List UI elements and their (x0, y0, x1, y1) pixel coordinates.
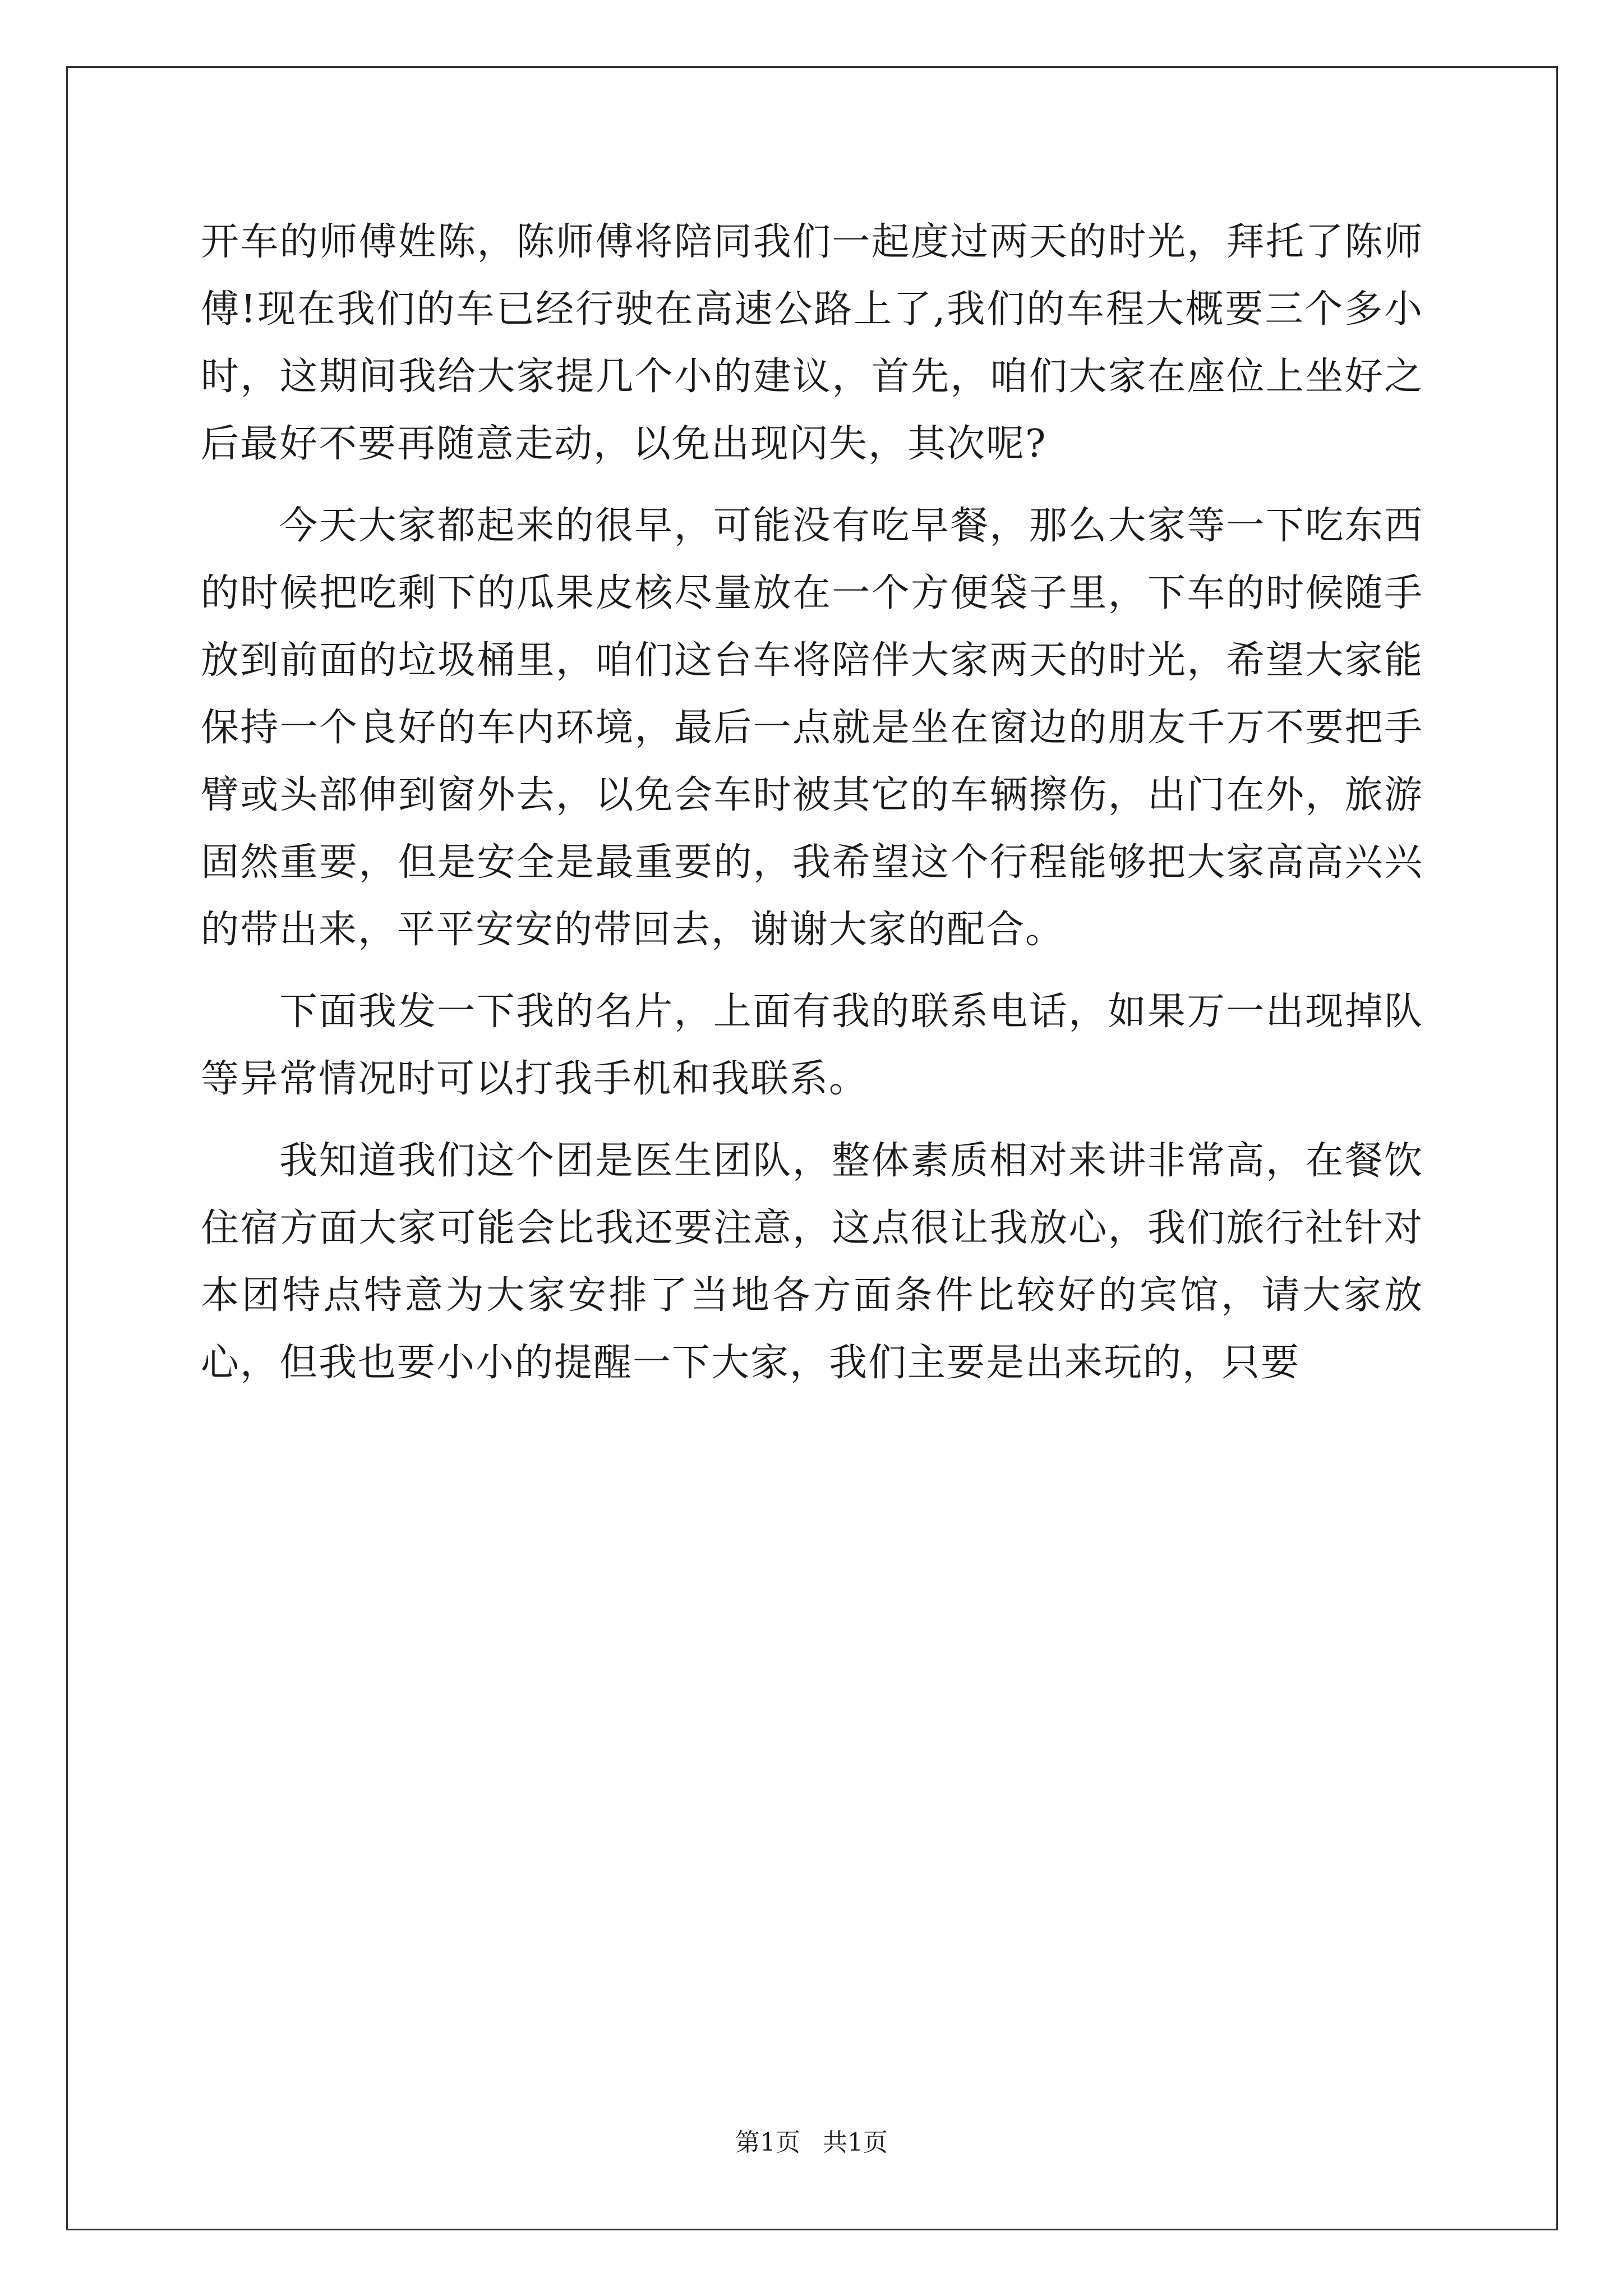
paragraph-1: 开车的师傅姓陈，陈师傅将陪同我们一起度过两天的时光，拜托了陈师傅!现在我们的车已经行驶在高速公路上了,我们的车程大概要三个多小时，这期间我给大家提几个小的建议，首先，咱们大家在座位上坐好之后最好不要再随意走动，以免出现闪失，其次呢? (201, 220, 1423, 466)
document-body (201, 209, 1423, 1411)
page-number: 第1页 (735, 2128, 800, 2157)
paragraph-2: 今天大家都起来的很早，可能没有吃早餐，那么大家等一下吃东西的时候把吃剩下的瓜果皮核尽量放在一个方便袋子里，下车的时候随手放到前面的垃圾桶里，咱们这台车将陪伴大家两天的时光，希望大家能保持一个良好的车内环境，最后一点就是坐在窗边的朋友千万不要把手臂或头部伸到窗外去，以免会车时被其它的车辆擦伤，出门在外，旅游固然重要，但是安全是最重要的，我希望这个行程能够把大家高高兴兴的带出来，平平安安的带回去，谢谢大家的配合。 (201, 504, 1423, 952)
page-total: 共1页 (823, 2128, 888, 2157)
paragraph-3: 下面我发一下我的名片，上面有我的联系电话，如果万一出现掉队等异常情况时可以打我手机和我联系。 (201, 990, 1423, 1101)
page-footer (0, 2126, 1623, 2160)
paragraph-4: 我知道我们这个团是医生团队，整体素质相对来讲非常高，在餐饮住宿方面大家可能会比我还要注意，这点很让我放心，我们旅行社针对本团特点特意为大家安排了当地各方面条件比较好的宾馆，请大家放心，但我也要小小的提醒一下大家，我们主要是出来玩的，只要 (201, 1139, 1423, 1385)
